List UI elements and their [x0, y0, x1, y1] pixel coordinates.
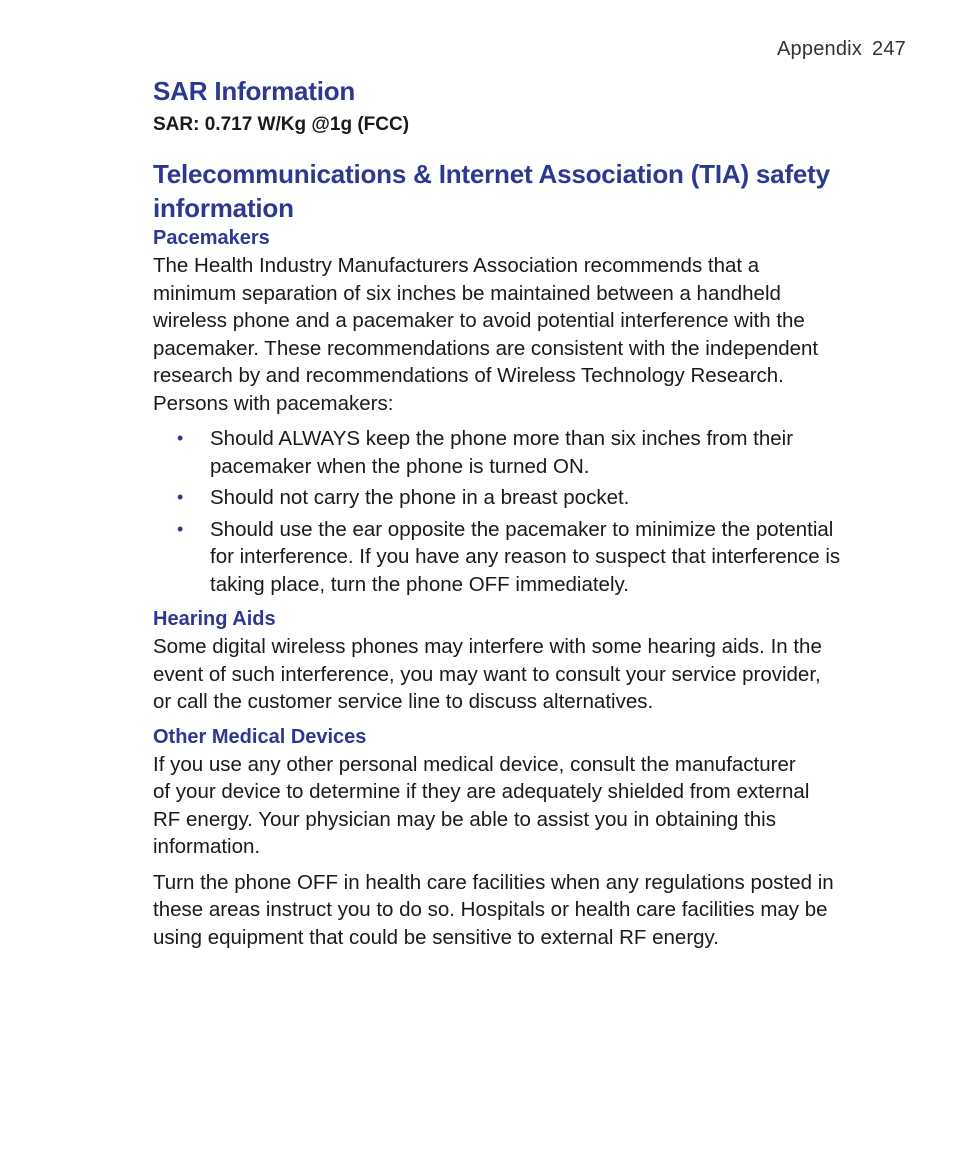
bullet-item: [153, 425, 873, 480]
page-number: 247: [872, 38, 906, 60]
hearing-aids-line: or call the customer service line to discuss alternatives.: [153, 690, 654, 713]
tia-title-line-2: information: [153, 193, 294, 223]
closing-line: using equipment that could be sensitive to external RF energy.: [153, 925, 719, 949]
pacemakers-line: wireless phone and a pacemaker to avoid potential interference with the: [153, 309, 805, 332]
bullet-line: for interference. If you have any reason to suspect that interference is: [210, 545, 841, 568]
bullet-line: Should use the ear opposite the pacemaker to minimize the potential: [210, 517, 834, 541]
other-devices-line: information.: [153, 835, 261, 858]
other-devices-line: of your device to determine if they are adequately shielded from external: [153, 780, 810, 803]
bullet-item: [153, 484, 873, 512]
bullet-dot-icon: •: [177, 428, 184, 448]
bullet-item: [153, 516, 873, 599]
tia-title-line-1: Telecommunications & Internet Association (TIA) safety: [153, 159, 830, 189]
hearing-aids-paragraph: [153, 633, 873, 716]
bullet-line: Should not carry the phone in a breast pocket.: [210, 486, 630, 509]
pacemakers-heading: Pacemakers: [153, 227, 270, 249]
sar-value: SAR: 0.717 W/Kg @1g (FCC): [153, 114, 410, 135]
hearing-aids-heading: Hearing Aids: [153, 608, 276, 630]
bullet-line: pacemaker when the phone is turned ON.: [210, 454, 590, 478]
bullet-line: taking place, turn the phone OFF immediately.: [210, 572, 629, 596]
other-devices-line: RF energy. Your physician may be able to assist you in obtaining this: [153, 807, 776, 831]
sar-section-title: SAR Information: [153, 76, 356, 106]
pacemakers-paragraph: [153, 252, 873, 417]
other-medical-devices-heading: Other Medical Devices: [153, 725, 367, 748]
header-section-label: Appendix: [777, 38, 863, 60]
bullet-dot-icon: •: [177, 518, 184, 539]
other-devices-line: If you use any other personal medical device, consult the manufacturer: [153, 752, 796, 776]
other-devices-paragraph: [153, 751, 873, 861]
closing-line: Turn the phone OFF in health care facilities when any regulations posted in: [153, 870, 834, 894]
pacemakers-line: pacemaker. These recommendations are consistent with the independent: [153, 336, 819, 360]
page-content: [153, 74, 873, 951]
pacemakers-line: Persons with pacemakers:: [153, 391, 394, 415]
hearing-aids-line: Some digital wireless phones may interfere with some hearing aids. In the: [153, 635, 822, 658]
pacemakers-line: minimum separation of six inches be maintained between a handheld: [153, 281, 781, 305]
pacemakers-line: research by and recommendations of Wireless Technology Research.: [153, 364, 784, 387]
tia-section-title: [153, 157, 873, 225]
health-care-facilities-paragraph: [153, 869, 873, 952]
pacemaker-bullet-list: [153, 425, 873, 598]
hearing-aids-line: event of such interference, you may want to consult your service provider,: [153, 662, 821, 686]
running-header: [777, 38, 906, 61]
bullet-line: Should ALWAYS keep the phone more than six inches from their: [210, 427, 794, 450]
bullet-dot-icon: •: [177, 487, 184, 507]
pacemakers-line: The Health Industry Manufacturers Association recommends that a: [153, 254, 760, 277]
closing-line: these areas instruct you to do so. Hospitals or health care facilities may be: [153, 898, 828, 921]
